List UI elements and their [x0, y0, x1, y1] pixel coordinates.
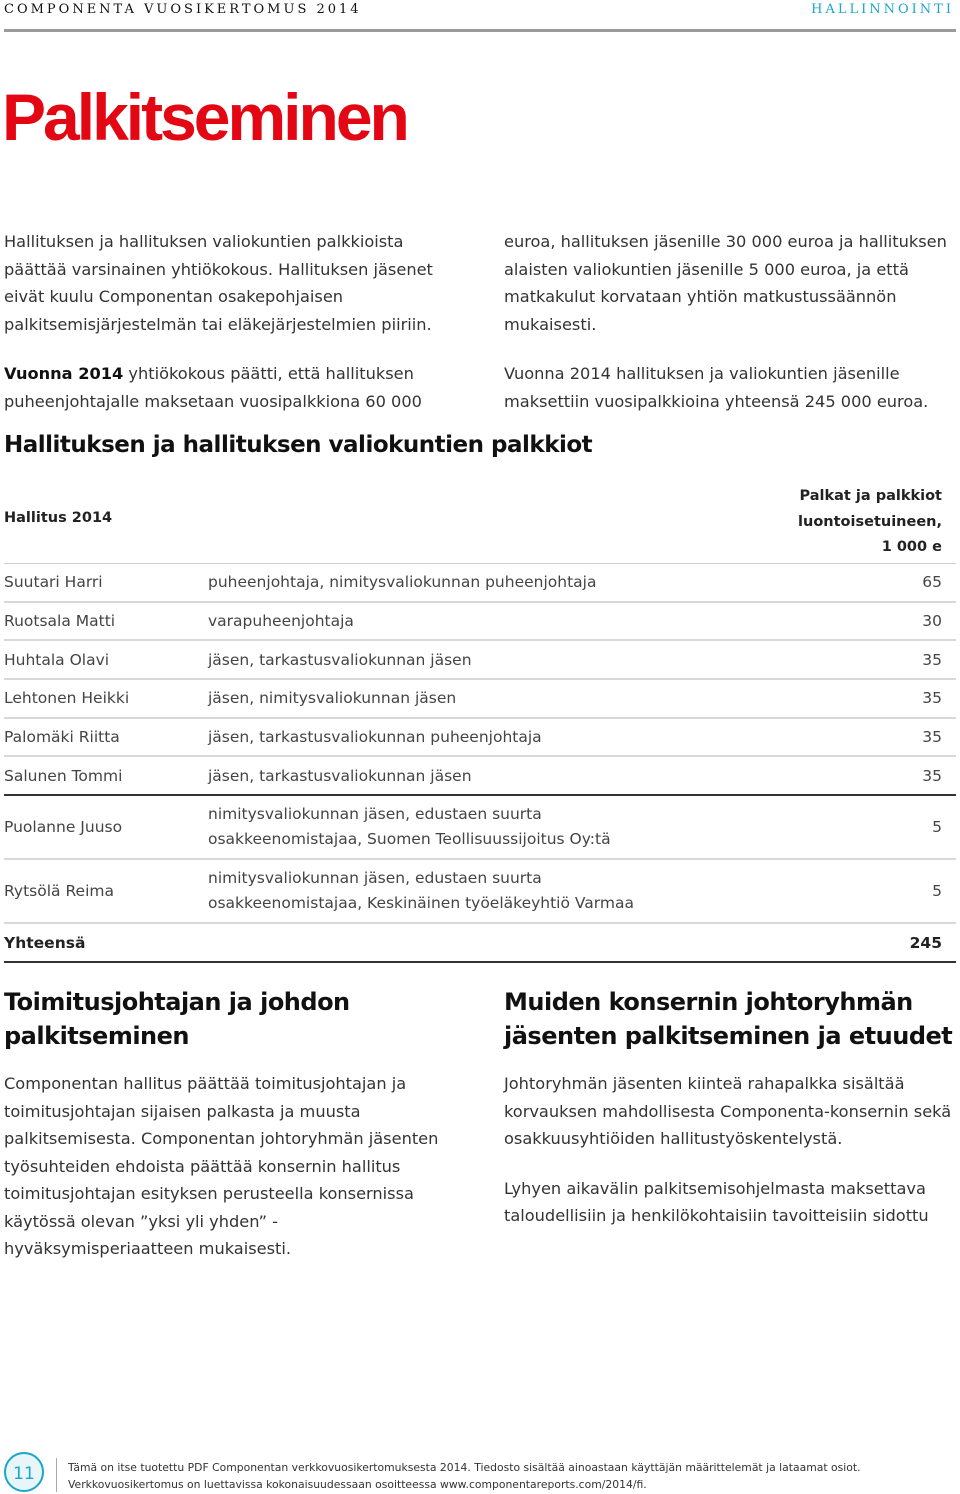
- member-role-line2: osakkeenomistajaa, Suomen Teollisuussijoitus Oy:tä: [208, 830, 611, 849]
- intro-paragraph-2: [4, 360, 454, 415]
- footer-line-1: Tämä on itse tuotettu PDF Componentan verkkovuosikertomuksesta 2014. Tiedosto sisältää ainoastaan käyttäjän määrittelemät ja lataamat osiot.: [68, 1461, 861, 1474]
- management-pay-heading-line2: jäsenten palkitseminen ja etuudet: [504, 1022, 953, 1050]
- member-name: Suutari Harri: [4, 564, 208, 602]
- footer-line-2[interactable]: Verkkovuosikertomus on luettavissa kokonaisuudessaan osoitteessa www.componentareports.com/2014/fi.: [68, 1478, 647, 1491]
- member-fee: 30: [901, 602, 956, 641]
- member-role-line2: osakkeenomistajaa, Keskinäinen työeläkeyhtiö Varmaa: [208, 894, 634, 913]
- board-fees-heading: Hallituksen ja hallituksen valiokuntien palkkiot: [4, 432, 593, 458]
- intro-paragraph-4: Vuonna 2014 hallituksen ja valiokuntien jäsenille maksettiin vuosipalkkioina yhteensä 245 000 euroa.: [504, 364, 929, 411]
- member-role: jäsen, tarkastusvaliokunnan jäsen: [208, 756, 901, 795]
- table-row: [4, 679, 956, 718]
- section-header-link[interactable]: HALLINNOINTI: [811, 2, 954, 17]
- footer-divider: [56, 1458, 57, 1492]
- member-role-line1: nimitysvaliokunnan jäsen, edustaen suurta: [208, 869, 542, 888]
- table-row: [4, 564, 956, 602]
- member-name: Huhtala Olavi: [4, 640, 208, 679]
- management-pay-heading-line1: Muiden konsernin johtoryhmän: [504, 988, 913, 1016]
- total-label: Yhteensä: [4, 934, 86, 952]
- ceo-pay-column: [4, 1070, 454, 1263]
- member-name: Palomäki Riitta: [4, 718, 208, 757]
- footer-note: [68, 1459, 861, 1493]
- management-pay-heading: [504, 985, 954, 1053]
- member-name: Lehtonen Heikki: [4, 679, 208, 718]
- member-role: jäsen, tarkastusvaliokunnan puheenjohtaja: [208, 718, 901, 757]
- table-row: [4, 640, 956, 679]
- table-row: [4, 859, 956, 923]
- intro-year-bold: Vuonna 2014: [4, 364, 124, 383]
- ceo-pay-heading-line2: palkitseminen: [4, 1022, 190, 1050]
- member-role: [208, 859, 901, 923]
- member-name: Puolanne Juuso: [4, 795, 208, 859]
- member-role-line1: nimitysvaliokunnan jäsen, edustaen suurta: [208, 805, 542, 824]
- intro-paragraph-2-text: yhtiökokous päätti, että hallituksen puheenjohtajalle maksetaan vuosipalkkiona 60 000: [4, 364, 422, 411]
- member-fee: 65: [901, 564, 956, 602]
- table-header-fees-line1: Palkat ja palkkiot: [799, 488, 942, 504]
- member-fee: 35: [901, 756, 956, 795]
- table-header-board: Hallitus 2014: [4, 510, 113, 526]
- table-row: [4, 756, 956, 795]
- total-value: 245: [909, 934, 942, 952]
- ceo-pay-heading: [4, 985, 454, 1053]
- member-name: Ruotsala Matti: [4, 602, 208, 641]
- table-header-fees: [798, 484, 942, 561]
- member-fee: 35: [901, 718, 956, 757]
- intro-paragraph-3: euroa, hallituksen jäsenille 30 000 euroa ja hallituksen alaisten valiokuntien jäsenille 5 000 euroa, ja että matkakulut korvataan yhtiön matkustussäännön mukaisesti.: [504, 232, 947, 334]
- management-pay-paragraph-1: Johtoryhmän jäsenten kiinteä rahapalkka sisältää korvauksen mahdollisesta Componenta-konsernin sekä osakkuusyhtiöiden hallitustyöskentelystä.: [504, 1074, 952, 1148]
- table-row: [4, 718, 956, 757]
- ceo-pay-paragraph: Componentan hallitus päättää toimitusjohtajan ja toimitusjohtajan sijaisen palkasta ja muusta palkitsemisesta. Componentan johtoryhmän jäsenten työsuhteiden ehdoista päättää konsernin hallitus toimitusjohtajan esityksen perusteella konsernissa käytössä olevan ”yksi yli yhden” -hyväksymisperiaatteen mukaisesti.: [4, 1074, 439, 1258]
- page-number-badge: 11: [4, 1452, 44, 1492]
- member-role: [208, 795, 901, 859]
- table-header-fees-line3: 1 000 e: [881, 539, 942, 556]
- intro-right-column: [504, 228, 954, 415]
- member-role: varapuheenjohtaja: [208, 602, 901, 641]
- intro-paragraph-1: Hallituksen ja hallituksen valiokuntien palkkioista päättää varsinainen yhtiökokous. Hallituksen jäsenet eivät kuulu Componentan osakepohjaisen palkitsemisjärjestelmän tai eläkejärjestelmien piiriin.: [4, 232, 433, 334]
- member-fee: 5: [901, 859, 956, 923]
- member-fee: 5: [901, 795, 956, 859]
- header-divider: [4, 29, 956, 32]
- table-total-row: [4, 925, 956, 963]
- member-fee: 35: [901, 679, 956, 718]
- table-header-fees-line2: luontoisetuineen,: [798, 513, 942, 530]
- member-fee: 35: [901, 640, 956, 679]
- management-pay-column: [504, 1070, 954, 1230]
- intro-left-column: [4, 228, 454, 415]
- table-row: [4, 795, 956, 859]
- member-name: Rytsölä Reima: [4, 859, 208, 923]
- member-role: jäsen, tarkastusvaliokunnan jäsen: [208, 640, 901, 679]
- member-name: Salunen Tommi: [4, 756, 208, 795]
- page-title: Palkitseminen: [2, 80, 407, 154]
- ceo-pay-heading-line1: Toimitusjohtajan ja johdon: [4, 988, 350, 1016]
- table-row: [4, 602, 956, 641]
- management-pay-paragraph-2: Lyhyen aikavälin palkitsemisohjelmasta maksettava taloudellisiin ja henkilökohtaisiin tavoitteisiin sidottu: [504, 1178, 929, 1225]
- report-header-title: COMPONENTA VUOSIKERTOMUS 2014: [4, 2, 362, 17]
- board-fees-table: [4, 564, 956, 924]
- member-role: puheenjohtaja, nimitysvaliokunnan puheenjohtaja: [208, 564, 901, 602]
- member-role: jäsen, nimitysvaliokunnan jäsen: [208, 679, 901, 718]
